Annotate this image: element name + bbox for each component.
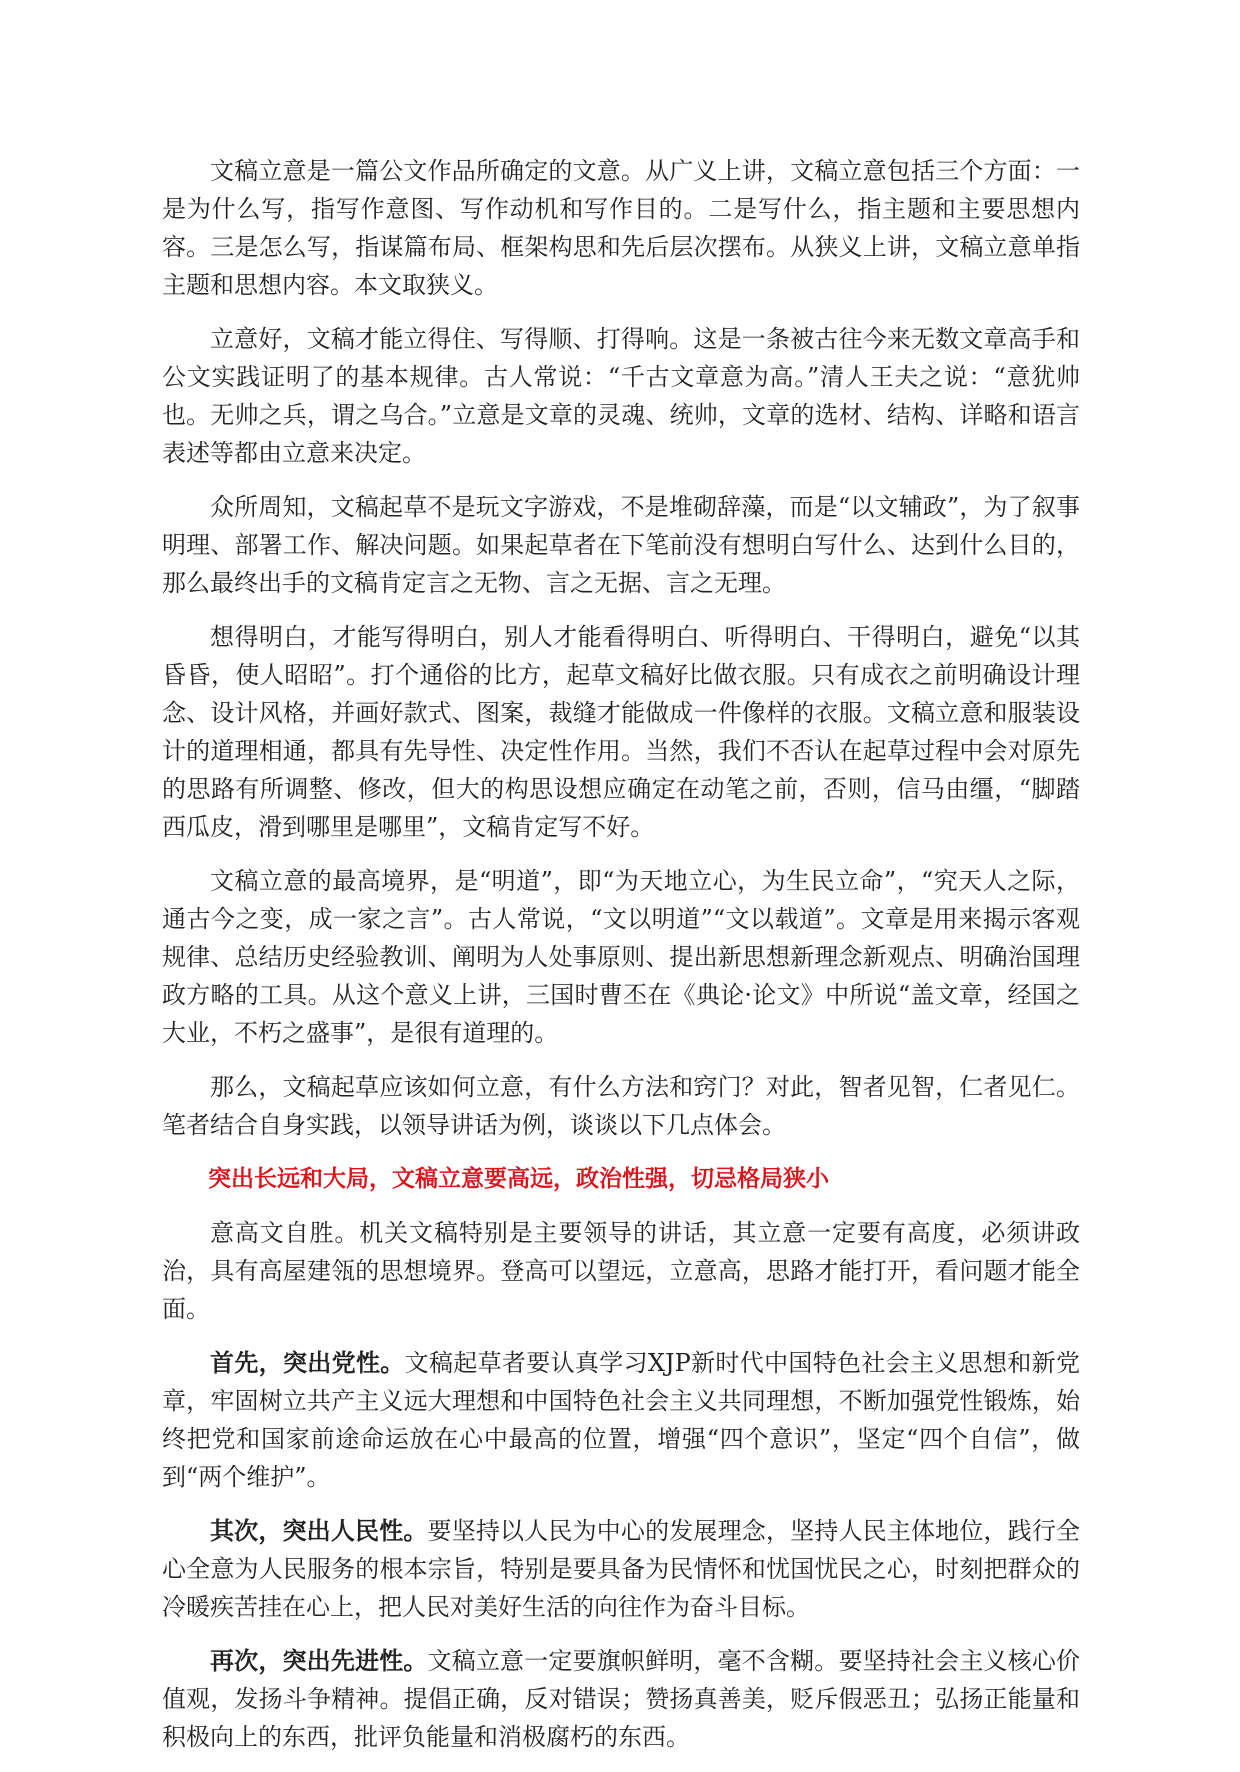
paragraph-section-intro: 意高文自胜。机关文稿特别是主要领导的讲话，其立意一定要有高度，必须讲政治，具有高屋建瓴的思想境界。登高可以望远，立意高，思路才能打开，看问题才能全面。 xyxy=(162,1219,1080,1323)
point-party-spirit xyxy=(162,1344,1080,1496)
paragraph-purpose: 众所周知，文稿起草不是玩文字游戏，不是堆砌辞藻，而是“以文辅政”，为了叙事明理、部署工作、解决问题。如果起草者在下笔前没有想明白写什么、达到什么目的，那么最终出手的文稿肯定言之无物、言之无据、言之无理。 xyxy=(162,493,1080,597)
section-heading: 突出长远和大局，文稿立意要高远，政治性强，切忌格局狭小 xyxy=(208,1165,829,1192)
paragraph-analogy: 想得明白，才能写得明白，别人才能看得明白、听得明白、干得明白，避免“以其昏昏，使人昭昭”。打个通俗的比方，起草文稿好比做衣服。只有成衣之前明确设计理念、设计风格，并画好款式、图案，裁缝才能做成一件像样的衣服。文稿立意和服装设计的道理相通，都具有先导性、决定性作用。当然，我们不否认在起草过程中会对原先的思路有所调整、修改，但大的构思设想应确定在动笔之前，否则，信马由缰，“脚踏西瓜皮，滑到哪里是哪里”，文稿肯定写不好。 xyxy=(162,623,1080,841)
point-text: 文稿起草者要认真学习XJP新时代中国特色社会主义思想和新党章，牢固树立共产主义远大理想和中国特色社会主义共同理想，不断加强党性锻炼，始终把党和国家前途命运放在心中最高的位置，增强“四个意识”，坚定“四个自信”，做到“两个维护”。 xyxy=(162,1349,1080,1491)
point-lead: 再次，突出先进性。 xyxy=(210,1646,428,1675)
paragraph-highest-level: 文稿立意的最高境界，是“明道”，即“为天地立心，为生民立命”，“究天人之际，通古今之变，成一家之言”。古人常说，“文以明道”“文以载道”。文章是用来揭示客观规律、总结历史经验教训、阐明为人处事原则、提出新思想新理念新观点、明确治国理政方略的工具。从这个意义上讲，三国时曹丕在《典论·论文》中所说“盖文章，经国之大业，不朽之盛事”，是很有道理的。 xyxy=(162,867,1080,1047)
paragraph-importance: 立意好，文稿才能立得住、写得顺、打得响。这是一条被古往今来无数文章高手和公文实践证明了的基本规律。古人常说：“千古文章意为高。”清人王夫之说：“意犹帅也。无帅之兵，谓之乌合。”立意是文章的灵魂、统帅，文章的选材、结构、详略和语言表述等都由立意来决定。 xyxy=(162,325,1080,467)
point-advancement xyxy=(162,1642,1080,1756)
point-text: 文稿立意一定要旗帜鲜明，毫不含糊。要坚持社会主义核心价值观，发扬斗争精神。提倡正确，反对错误；赞扬真善美，贬斥假恶丑；弘扬正能量和积极向上的东西，批评负能量和消极腐朽的东西。 xyxy=(162,1647,1081,1751)
point-lead: 首先，突出党性。 xyxy=(210,1348,405,1377)
article-body xyxy=(162,152,1080,1772)
point-people-orientation xyxy=(162,1512,1080,1626)
paragraph-definition: 文稿立意是一篇公文作品所确定的文意。从广义上讲，文稿立意包括三个方面：一是为什么写，指写作意图、写作动机和写作目的。二是写什么，指主题和主要思想内容。三是怎么写，指谋篇布局、框架构思和先后层次摆布。从狭义上讲，文稿立意单指主题和思想内容。本文取狭义。 xyxy=(162,157,1080,299)
paragraph-transition: 那么，文稿起草应该如何立意，有什么方法和窍门？对此，智者见智，仁者见仁。笔者结合自身实践，以领导讲话为例，谈谈以下几点体会。 xyxy=(162,1073,1080,1139)
point-text: 要坚持以人民为中心的发展理念，坚持人民主体地位，践行全心全意为人民服务的根本宗旨，特别是要具备为民情怀和忧国忧民之心，时刻把群众的冷暖疾苦挂在心上，把人民对美好生活的向往作为奋斗目标。 xyxy=(162,1517,1081,1621)
point-lead: 其次，突出人民性。 xyxy=(210,1516,428,1545)
